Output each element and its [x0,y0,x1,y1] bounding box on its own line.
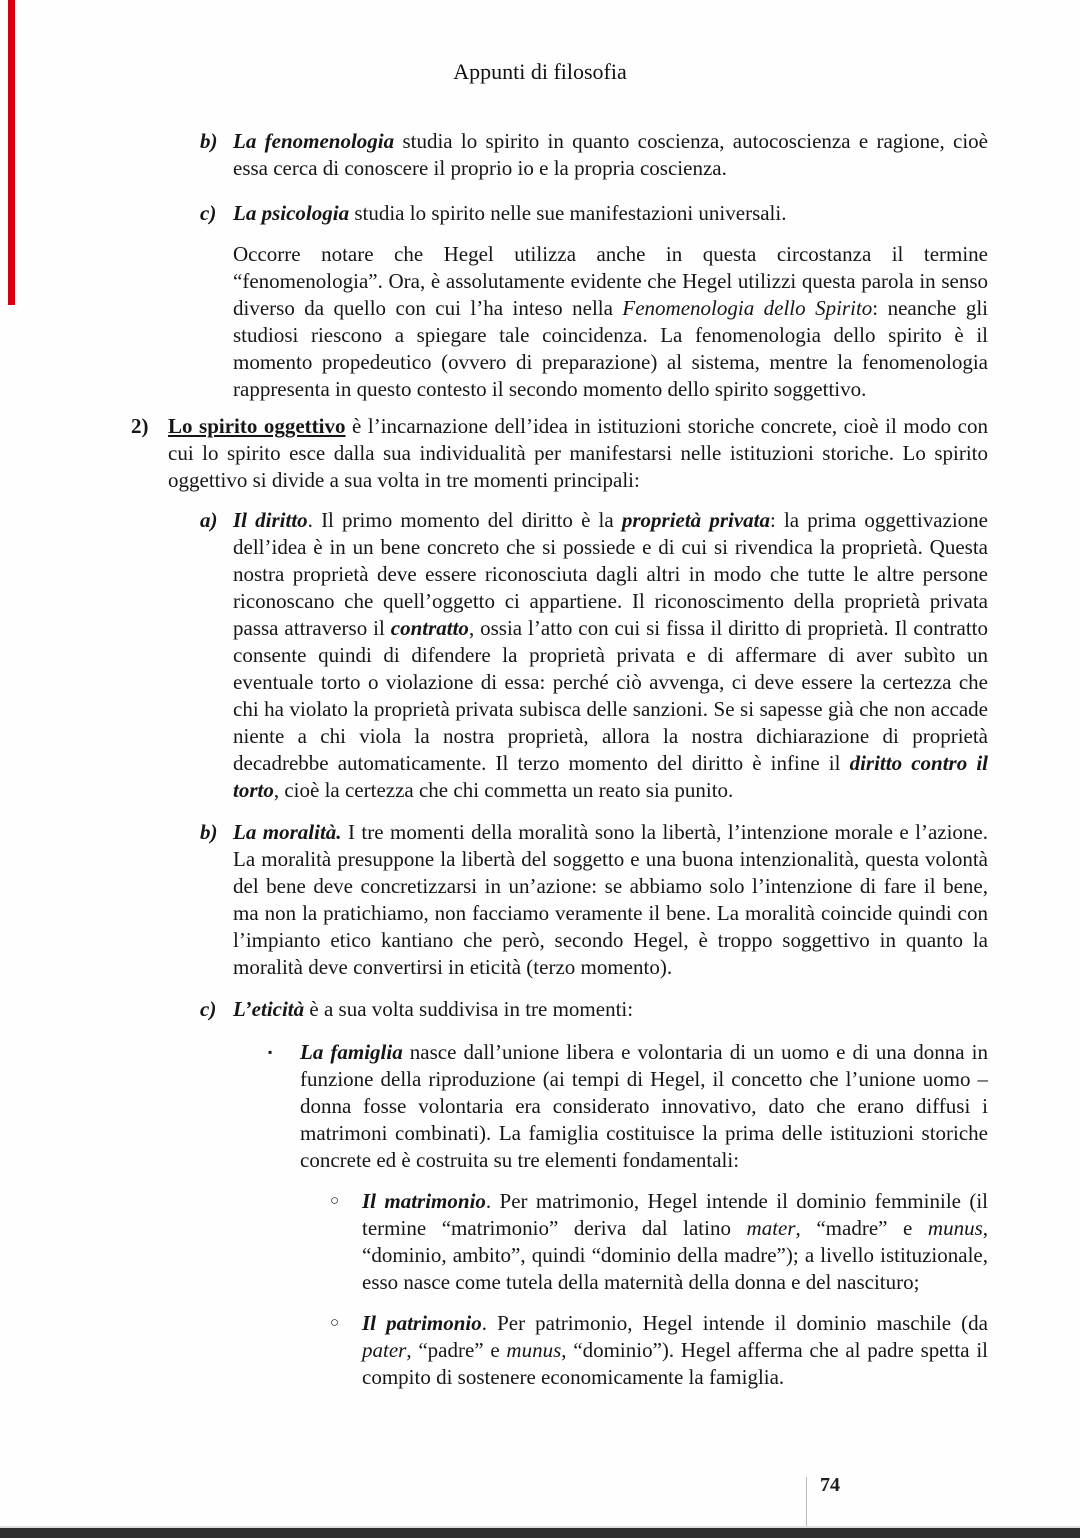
item-b-moralita-marker: b) [200,820,218,844]
item-c-psicologia [200,200,988,227]
bullet-famiglia-marker: ▪ [268,1045,273,1059]
bullet-famiglia [268,1039,988,1174]
bullet-matrimonio-marker: ○ [330,1193,340,1209]
item-b-moralita [200,819,988,981]
item-a-diritto-text: Il diritto. Il primo momento del diritto è la proprietà privata: la prima oggettivazione dell’idea è in un bene concreto che si possiede e di cui si rivendica la proprietà. Questa nostra proprietà deve essere riconosciuta dagli altri in modo che tutte le altre persone riconoscano che quell’oggetto ci appartiene. Il riconoscimento della proprietà privata passa attraverso il contratto, ossia l’atto con cui si fissa il diritto di proprietà. Il contratto consente quindi di difendere la proprietà privata e di affermare di aver subìto un eventuale torto o violazione di essa: perché ciò avvenga, ci deve essere la certezza che chi ha violato la proprietà privata subisca delle sanzioni. Se si sapesse già che non accade niente a chi viola la nostra proprietà, allora la nostra dichiarazione di proprietà decadrebbe automaticamente. Il terzo momento del diritto è infine il diritto contro il torto, cioè la certezza che chi commetta un reato sia punito. [233,508,989,802]
bullet-matrimonio-text: Il matrimonio. Per matrimonio, Hegel intende il dominio femminile (il termine “matrimonio” deriva dal latino mater, “madre” e munus, “dominio, ambito”, quindi “dominio della madre”); a livello istituzionale, esso nasce come tutela della maternità della donna e del nascituro; [362,1189,989,1294]
item-2-spirito-oggettivo-marker: 2) [131,414,149,438]
note-fenomenologia-paragraph-text: Occorre notare che Hegel utilizza anche in questa circostanza il termine “fenomenologia”. Ora, è assolutamente evidente che Hegel utilizzi questa parola in senso diverso da quello con cui l’ha inteso nella Fenomenologia dello Spirito: neanche gli studiosi riescono a spiegare tale coincidenza. La fenomenologia dello spirito è il momento propedeutico (ovvero di preparazione) al sistema, mentre la fenomenologia rappresenta in questo contesto il secondo momento dello spirito soggettivo. [233,242,988,401]
item-c-eticita [200,996,988,1023]
item-2-spirito-oggettivo [131,413,988,494]
bullet-matrimonio [330,1188,988,1296]
bottom-border-line [0,1528,1080,1538]
bullet-famiglia-text: La famiglia nasce dall’unione libera e volontaria di un uomo e di una donna in funzione della riproduzione (ai tempi di Hegel, il concetto che l’unione uomo – donna fosse volontaria era considerato innovativo, dato che erano diffusi i matrimoni combinati). La famiglia costituisce la prima delle istituzioni storiche concrete ed è costruita su tre elementi fondamentali: [300,1040,988,1172]
item-c-eticita-marker: c) [200,997,217,1021]
page-title: Appunti di filosofia [453,59,627,84]
footer-separator-line [806,1477,807,1528]
item-b-moralita-text: La moralità. I tre momenti della moralità sono la libertà, l’intenzione morale e l’azione. La moralità presuppone la libertà del soggetto e una buona intenzionalità, questa volontà del bene deve concretizzarsi in un’azione: se abbiamo solo l’intenzione di fare il bene, ma non la pratichiamo, non facciamo veramente il bene. La moralità coincide quindi con l’impianto etico kantiano che però, secondo Hegel, è troppo soggettivo in quanto la moralità deve convertirsi in eticità (terzo momento). [233,820,989,979]
bullet-patrimonio-text: Il patrimonio. Per patrimonio, Hegel intende il dominio maschile (da pater, “padre” e munus, “dominio”). Hegel afferma che al padre spetta il compito di sostenere economicamente la famiglia. [362,1311,988,1389]
item-a-diritto-marker: a) [200,508,218,532]
bullet-patrimonio-marker: ○ [330,1315,340,1331]
bullet-patrimonio [330,1310,988,1391]
item-c-psicologia-text: La psicologia studia lo spirito nelle sue manifestazioni universali. [233,201,787,225]
item-a-diritto [200,507,988,804]
note-fenomenologia-paragraph [233,241,988,403]
item-b-fenomenologia [200,128,988,182]
item-c-eticita-text: L’eticità è a sua volta suddivisa in tre momenti: [233,997,634,1021]
item-b-fenomenologia-marker: b) [200,129,218,153]
document-body [0,128,1080,1391]
item-2-spirito-oggettivo-text: Lo spirito oggettivo è l’incarnazione dell’idea in istituzioni storiche concrete, cioè il modo con cui lo spirito esce dalla sua individualità per manifestarsi nelle istituzioni storiche. Lo spirito oggettivo si divide a sua volta in tre momenti principali: [168,414,988,492]
item-b-fenomenologia-text: La fenomenologia studia lo spirito in quanto coscienza, autocoscienza e ragione, cioè essa cerca di conoscere il proprio io e la propria coscienza. [233,129,988,180]
page-number: 74 [820,1474,840,1496]
item-c-psicologia-marker: c) [200,201,217,225]
